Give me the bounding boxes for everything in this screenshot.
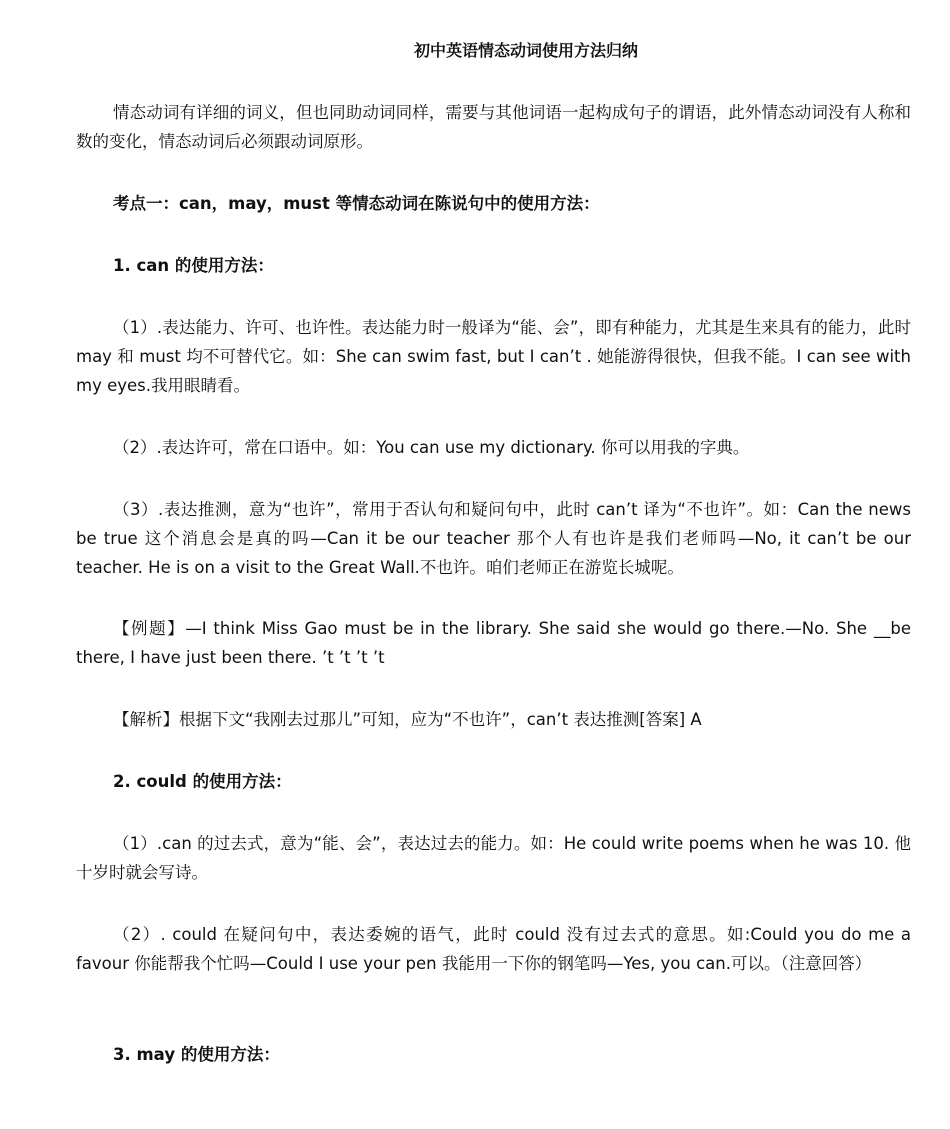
could-usage-polite: （2）. could 在疑问句中，表达委婉的语气，此时 could 没有过去式的意思。如:Could you do me a favour 你能帮我个忙吗—Could I use your pen 我能用一下你的钢笔吗—Yes, you can.可以。（注意回答） (76, 925, 911, 973)
example-question: 【例题】—I think Miss Gao must be in the library. She said she would go there.—No. She __be there, I have just been there. ’t ’t ’t ’t (76, 619, 911, 667)
subheading-may-usage: 3. may 的使用方法： (113, 1045, 280, 1064)
could-usage-past: （1）.can 的过去式，意为“能、会”，表达过去的能力。如：He could write poems when he was 10. 他十岁时就会写诗。 (76, 834, 911, 882)
intro-paragraph: 情态动词有详细的词义，但也同助动词同样，需要与其他词语一起构成句子的谓语，此外情态动词没有人称和数的变化，情态动词后必须跟动词原形。 (76, 103, 911, 151)
document-title: 初中英语情态动词使用方法归纳 (413, 41, 638, 60)
subheading-could-usage: 2. could 的使用方法： (113, 772, 292, 791)
can-usage-speculation: （3）.表达推测，意为“也许”，常用于否认句和疑问句中，此时 can’t 译为“不也许”。如：Can the news be true 这个消息会是真的吗—Can it be our teacher 那个人有也许是我们老师吗—No, it can’t be our teacher. He is on a visit to the Great Wall.不也许。咱们老师正在游览长城呢。 (76, 500, 911, 577)
section-heading-point-one: 考点一：can，may，must 等情态动词在陈说句中的使用方法： (113, 194, 600, 213)
can-usage-ability: （1）.表达能力、许可、也许性。表达能力时一般译为“能、会”，即有种能力，尤其是生来具有的能力，此时 may 和 must 均不可替代它。如：She can swim fast, but I can’t . 她能游得很快，但我不能。I can see with my eyes.我用眼睛看。 (76, 318, 911, 395)
subheading-can-usage: 1. can 的使用方法： (113, 256, 274, 275)
example-analysis: 【解析】根据下文“我刚去过那儿”可知，应为“不也许”，can’t 表达推测[答案] A (113, 710, 702, 729)
can-usage-permission: （2）.表达许可，常在口语中。如：You can use my dictionary. 你可以用我的字典。 (113, 438, 750, 457)
